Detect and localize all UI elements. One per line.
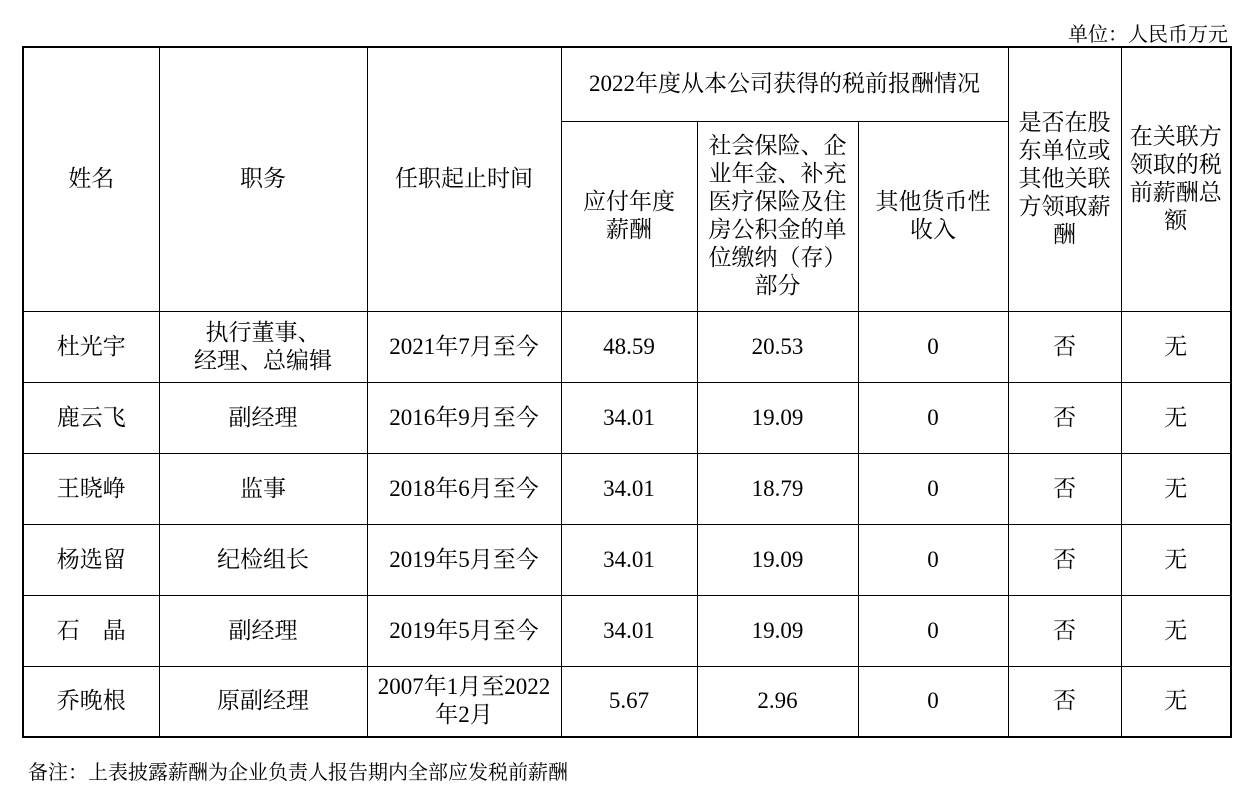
cell-position: 副经理 — [159, 595, 367, 666]
cell-related-party-total: 无 — [1121, 453, 1231, 524]
cell-position: 监事 — [159, 453, 367, 524]
table-row — [23, 311, 1231, 382]
table-row — [23, 453, 1231, 524]
table-row — [23, 595, 1231, 666]
cell-name: 乔晚根 — [23, 666, 159, 737]
cell-term: 2019年5月至今 — [367, 524, 561, 595]
cell-position: 纪检组长 — [159, 524, 367, 595]
cell-shareholder-pay: 否 — [1008, 311, 1121, 382]
cell-annual-pay: 34.01 — [561, 453, 697, 524]
cell-social-insurance: 20.53 — [697, 311, 858, 382]
cell-term: 2019年5月至今 — [367, 595, 561, 666]
cell-other-income: 0 — [858, 595, 1008, 666]
header-annual-pay — [561, 121, 697, 311]
header-shareholder-pay — [1008, 47, 1121, 311]
cell-social-insurance: 19.09 — [697, 595, 858, 666]
cell-shareholder-pay: 否 — [1008, 666, 1121, 737]
cell-position: 副经理 — [159, 382, 367, 453]
table-row — [23, 524, 1231, 595]
cell-related-party-total: 无 — [1121, 382, 1231, 453]
cell-name: 杜光宇 — [23, 311, 159, 382]
compensation-table — [22, 46, 1232, 738]
table-row — [23, 382, 1231, 453]
header-related-party-total-label: 在关联方领取的税前薪酬总额 — [1129, 124, 1222, 234]
cell-shareholder-pay: 否 — [1008, 453, 1121, 524]
header-other-income — [858, 121, 1008, 311]
header-name: 姓名 — [23, 47, 159, 311]
table-row — [23, 666, 1231, 737]
cell-social-insurance: 19.09 — [697, 524, 858, 595]
header-row — [23, 47, 1231, 121]
cell-social-insurance: 2.96 — [697, 666, 858, 737]
cell-name: 鹿云飞 — [23, 382, 159, 453]
header-related-party-total — [1121, 47, 1231, 311]
header-shareholder-pay-label: 是否在股东单位或其他关联方领取薪酬 — [1018, 110, 1111, 248]
cell-name: 杨选留 — [23, 524, 159, 595]
cell-annual-pay: 34.01 — [561, 382, 697, 453]
cell-other-income: 0 — [858, 524, 1008, 595]
cell-term: 2016年9月至今 — [367, 382, 561, 453]
cell-name: 石 晶 — [23, 595, 159, 666]
cell-other-income: 0 — [858, 382, 1008, 453]
cell-annual-pay: 48.59 — [561, 311, 697, 382]
header-social-insurance — [697, 121, 858, 311]
cell-social-insurance: 19.09 — [697, 382, 858, 453]
header-annual-pay-label: 应付年度薪酬 — [583, 189, 675, 242]
header-other-income-label: 其他货币性收入 — [875, 189, 991, 242]
cell-related-party-total: 无 — [1121, 595, 1231, 666]
cell-shareholder-pay: 否 — [1008, 524, 1121, 595]
cell-position: 原副经理 — [159, 666, 367, 737]
cell-other-income: 0 — [858, 453, 1008, 524]
cell-name: 王晓峥 — [23, 453, 159, 524]
cell-annual-pay: 34.01 — [561, 524, 697, 595]
cell-term: 2021年7月至今 — [367, 311, 561, 382]
cell-term: 2007年1月至2022年2月 — [367, 666, 561, 737]
unit-label: 单位：人民币万元 — [1068, 24, 1228, 46]
cell-related-party-total: 无 — [1121, 524, 1231, 595]
cell-term: 2018年6月至今 — [367, 453, 561, 524]
cell-related-party-total: 无 — [1121, 311, 1231, 382]
footnote: 备注：上表披露薪酬为企业负责人报告期内全部应发税前薪酬 — [28, 762, 568, 784]
header-social-insurance-label: 社会保险、企业年金、补充医疗保险及住房公积金的单位缴纳（存）部分 — [708, 133, 847, 298]
table-body — [23, 47, 1231, 737]
header-position: 职务 — [159, 47, 367, 311]
cell-annual-pay: 5.67 — [561, 666, 697, 737]
cell-other-income: 0 — [858, 666, 1008, 737]
cell-position: 执行董事、 经理、总编辑 — [159, 311, 367, 382]
cell-related-party-total: 无 — [1121, 666, 1231, 737]
cell-other-income: 0 — [858, 311, 1008, 382]
cell-annual-pay: 34.01 — [561, 595, 697, 666]
header-term: 任职起止时间 — [367, 47, 561, 311]
cell-social-insurance: 18.79 — [697, 453, 858, 524]
cell-shareholder-pay: 否 — [1008, 382, 1121, 453]
header-pay-group: 2022年度从本公司获得的税前报酬情况 — [561, 47, 1008, 121]
cell-shareholder-pay: 否 — [1008, 595, 1121, 666]
